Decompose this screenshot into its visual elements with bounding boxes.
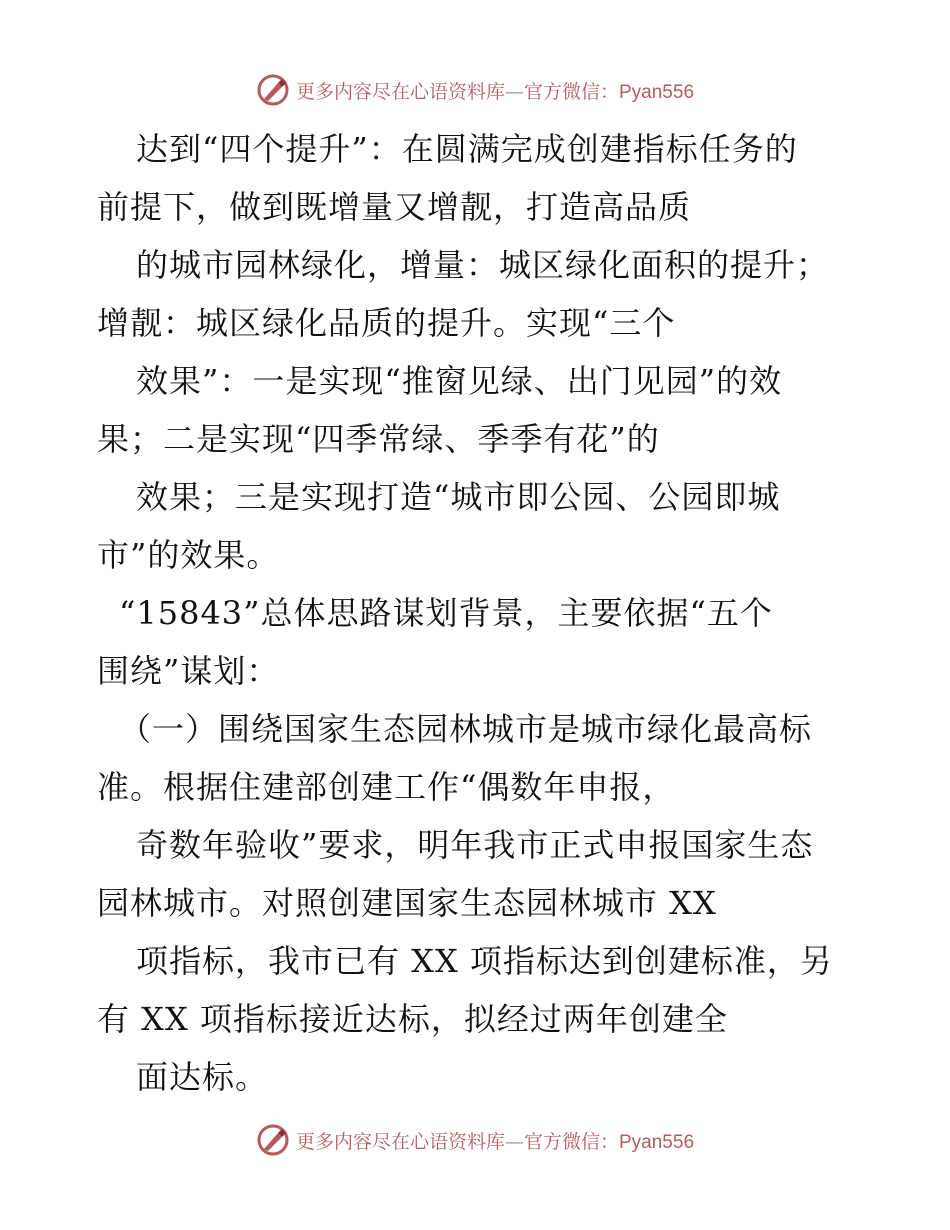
watermark-main: 更多内容尽在心语资料库: [295, 80, 505, 103]
watermark-label: 官方微信：: [523, 1130, 619, 1153]
footer-watermark: [0, 1120, 950, 1160]
watermark-id: Pyan556: [619, 1131, 695, 1153]
watermark-separator: —: [504, 1130, 524, 1153]
body-line: （一）围绕国家生态园林城市是城市绿化最高标: [119, 710, 813, 748]
body-line: 效果；三是实现打造“城市即公园、公园即城: [136, 478, 781, 516]
body-line: 达到“四个提升”：在圆满完成创建指标任务的: [136, 130, 798, 168]
header-watermark: [0, 70, 950, 110]
watermark-main: 更多内容尽在心语资料库: [295, 1130, 505, 1153]
document-body: [97, 120, 857, 1106]
watermark-text: [296, 1127, 694, 1154]
body-line: 园林城市。对照创建国家生态园林城市 XX: [97, 884, 717, 922]
body-line: “15843”总体思路谋划背景，主要依据“五个: [119, 594, 773, 632]
body-line: 有 XX 项指标接近达标，拟经过两年创建全: [97, 1000, 728, 1038]
body-line: 效果”：一是实现“推窗见绿、出门见园”的效: [136, 362, 783, 400]
body-line: 果；二是实现“四季常绿、季季有花”的: [97, 420, 660, 458]
body-line: 前提下，做到既增量又增靓，打造高品质: [97, 188, 692, 226]
body-line: 项指标，我市已有 XX 项指标达到创建标准，另: [136, 942, 833, 980]
body-line: 的城市园林绿化，增量：城区绿化面积的提升；: [136, 246, 830, 284]
watermark-separator: —: [504, 80, 524, 103]
body-line: 市”的效果。: [97, 536, 280, 574]
watermark-label: 官方微信：: [523, 80, 619, 103]
watermark-id: Pyan556: [619, 81, 695, 103]
body-line: 奇数年验收”要求，明年我市正式申报国家生态: [136, 826, 814, 864]
body-line: 准。根据住建部创建工作“偶数年申报，: [97, 768, 676, 806]
pen-seal-icon: [256, 73, 290, 107]
body-line: 面达标。: [136, 1058, 269, 1096]
pen-seal-icon: [256, 1123, 290, 1157]
watermark-text: [296, 77, 694, 104]
body-line: 增靓：城区绿化品质的提升。实现“三个: [97, 304, 676, 342]
body-line: 围绕”谋划：: [97, 652, 280, 690]
